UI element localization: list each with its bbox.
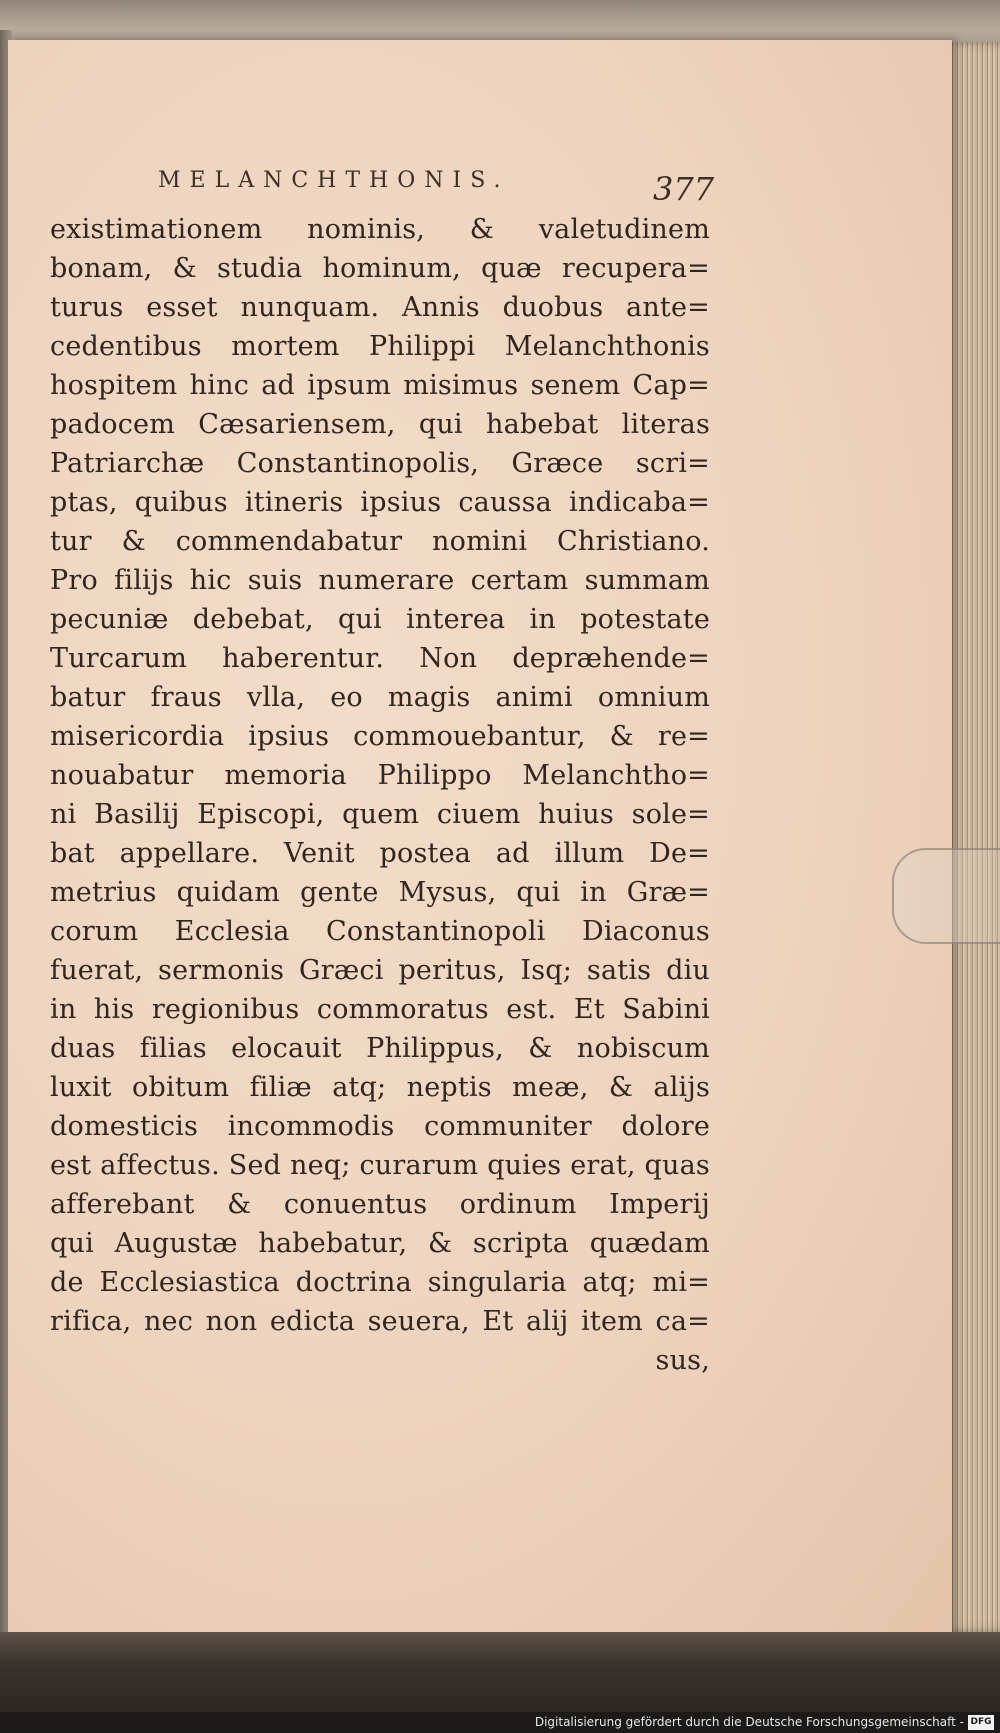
text-line: in his regionibus commoratus est. Et Sabini (50, 994, 710, 1025)
text-line: metrius quidam gente Mysus, qui in Græ= (50, 877, 710, 908)
dfg-logo: DFG (968, 1715, 994, 1730)
text-line: pecuniæ debebat, qui interea in potestate (50, 604, 710, 635)
text-line: bat appellare. Venit postea ad illum De= (50, 838, 710, 869)
text-line: Turcarum haberentur. Non depræhende= (50, 643, 710, 674)
text-line: fuerat, sermonis Græci peritus, Isq; satis diu (50, 955, 710, 986)
page-clip (892, 848, 1000, 944)
text-line: duas filias elocauit Philippus, & nobiscum (50, 1033, 710, 1064)
running-head: MELANCHTHONIS. (158, 168, 510, 193)
text-line: nouabatur memoria Philippo Melanchtho= (50, 760, 710, 791)
text-line: Patriarchæ Constantinopolis, Græce scri= (50, 448, 710, 479)
text-line: ptas, quibus itineris ipsius caussa indicaba= (50, 487, 710, 518)
attribution-text: Digitalisierung gefördert durch die Deutsche Forschungsgemeinschaft - (534, 1715, 964, 1729)
attribution-bar (0, 1712, 1000, 1733)
text-line: hospitem hinc ad ipsum misimus senem Cap= (50, 370, 710, 401)
text-line: est affectus. Sed neq; curarum quies erat, quas (50, 1150, 710, 1181)
text-line: qui Augustæ habebatur, & scripta quædam (50, 1228, 710, 1259)
text-line: rifica, nec non edicta seuera, Et alij item ca= (50, 1306, 710, 1337)
text-line: luxit obitum filiæ atq; neptis meæ, & alijs (50, 1072, 710, 1103)
text-line: batur fraus vlla, eo magis animi omnium (50, 682, 710, 713)
text-line: cedentibus mortem Philippi Melanchthonis (50, 331, 710, 362)
text-line: Pro filijs hic suis numerare certam summam (50, 565, 710, 596)
body-text (50, 210, 710, 1380)
text-line: sus, (655, 1345, 710, 1376)
text-line: bonam, & studia hominum, quæ recupera= (50, 253, 710, 284)
text-line: tur & commendabatur nomini Christiano. (50, 526, 710, 557)
text-line: padocem Cæsariensem, qui habebat literas (50, 409, 710, 440)
text-line: de Ecclesiastica doctrina singularia atq; mi= (50, 1267, 710, 1298)
page-number: 377 (653, 170, 715, 208)
book-page (8, 40, 952, 1640)
text-line: domesticis incommodis communiter dolore (50, 1111, 710, 1142)
text-line: turus esset nunquam. Annis duobus ante= (50, 292, 710, 323)
text-line: ni Basilij Episcopi, quem ciuem huius sole= (50, 799, 710, 830)
text-line: existimationem nominis, & valetudinem (50, 214, 710, 245)
scan-bottom-edge (0, 1632, 1000, 1712)
text-line: misericordia ipsius commouebantur, & re= (50, 721, 710, 752)
text-line: afferebant & conuentus ordinum Imperij (50, 1189, 710, 1220)
text-line: corum Ecclesia Constantinopoli Diaconus (50, 916, 710, 947)
